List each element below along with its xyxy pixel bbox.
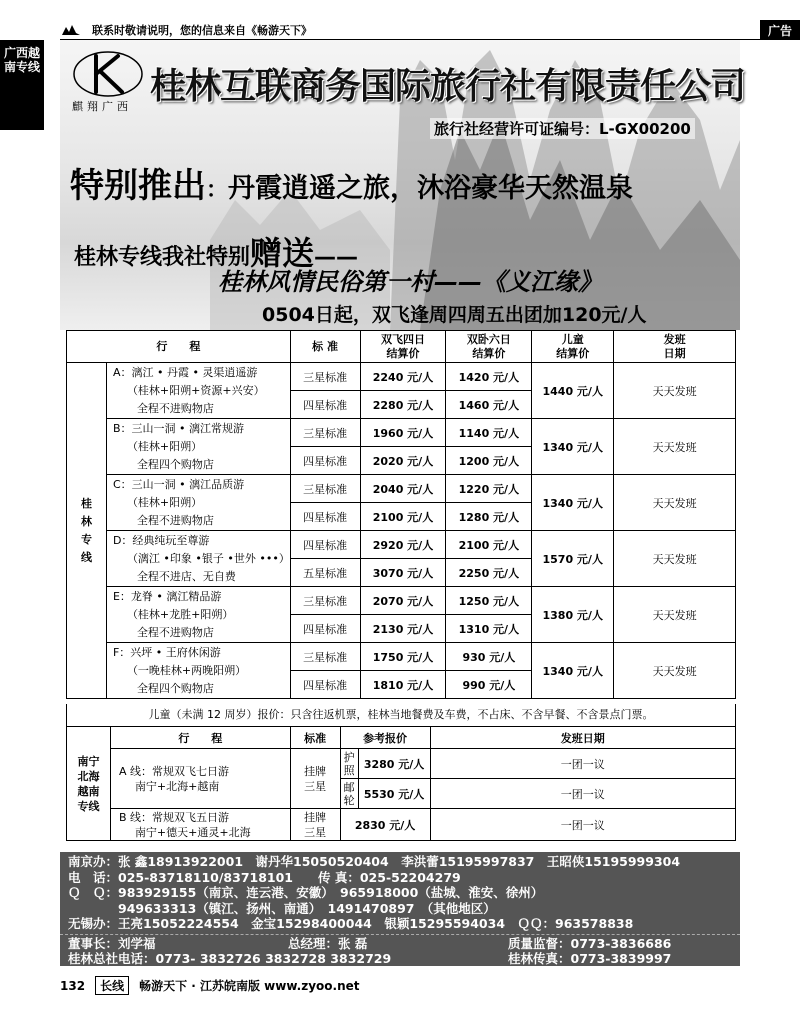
header-depart-date [614, 331, 736, 363]
region-label-nanning: 南宁 北海 越南 专线 [67, 727, 111, 841]
company-logo-icon [68, 46, 148, 101]
price-4day-cell: 2040 元/人 [360, 475, 446, 503]
price-4day-cell: 2100 元/人 [360, 503, 446, 531]
price-6day-cell: 1460 元/人 [446, 391, 532, 419]
price-6day-cell: 1250 元/人 [446, 587, 532, 615]
magazine-logo-icon [60, 23, 82, 37]
gift-prefix: 桂林专线我社特别 [74, 245, 251, 270]
standard-cell: 四星标准 [290, 531, 360, 559]
contact-line: 949633313（镇江、扬州、南通） 1491470897 （其他地区） [68, 900, 496, 916]
header-standard: 标 准 [290, 331, 360, 363]
child-price-cell: 1340 元/人 [532, 419, 614, 475]
route-cell [106, 643, 290, 699]
price-passport: 3280 元/人 [358, 749, 430, 779]
t2-header-date: 发班日期 [430, 727, 735, 749]
route-b-price: 2830 元/人 [340, 809, 430, 841]
route-b-date: 一团一议 [430, 809, 735, 841]
header-child-text: 儿童 结算价 [556, 332, 590, 360]
price-6day-cell: 1420 元/人 [446, 363, 532, 391]
t2-header-route: 行 程 [110, 727, 290, 749]
t2-header-standard: 标准 [290, 727, 340, 749]
header-4day-text: 双飞四日 结算价 [380, 332, 425, 360]
header-6day-price [446, 331, 532, 363]
route-line: （桂林+龙胜+阳朔） [126, 607, 234, 621]
side-category-tab [0, 40, 44, 130]
child-price-cell: 1340 元/人 [532, 643, 614, 699]
standard-cell: 四星标准 [290, 503, 360, 531]
route-b-line1: B 线：常规双飞五日游 [118, 810, 229, 824]
price-6day-cell: 1280 元/人 [446, 503, 532, 531]
route-cell [106, 419, 290, 475]
route-line: A：漓江 • 丹霞 • 灵渠逍遥游 [112, 365, 258, 379]
route-line: （桂林+阳朔） [126, 495, 203, 509]
table-row [67, 475, 736, 503]
route-cell [106, 475, 290, 531]
date-passport: 一团一议 [430, 749, 735, 779]
standard-cell: 三星标准 [290, 363, 360, 391]
standard-cell: 四星标准 [290, 447, 360, 475]
route-line: （漓江 •印象 •银子 •世外 •••） [126, 551, 290, 565]
header-child-price [532, 331, 614, 363]
table-row [67, 643, 736, 671]
village-line: 桂林风情民俗第一村——《义江缘》 [218, 268, 602, 296]
child-price-cell: 1440 元/人 [532, 363, 614, 419]
route-line: 全程四个购物店 [136, 457, 214, 471]
route-a-line2: 南宁+北海+越南 [134, 779, 220, 793]
route-line: （桂林+阳朔+资源+兴安） [126, 383, 265, 397]
standard-cell: 三星标准 [290, 419, 360, 447]
route-line: E：龙脊 • 漓江精品游 [112, 589, 222, 603]
route-cell [106, 363, 290, 419]
price-4day-cell: 2020 元/人 [360, 447, 446, 475]
region-label-guilin: 桂 林 专 线 [67, 363, 107, 699]
standard-cell: 四星标准 [290, 671, 360, 699]
price-4day-cell: 1960 元/人 [360, 419, 446, 447]
depart-surcharge-line: 0504日起，双飞逢周四周五出团加120元/人 [262, 304, 647, 326]
route-a-cell [110, 749, 290, 809]
route-b-standard: 挂牌 三星 [290, 809, 340, 841]
route-line: 全程四个购物店 [136, 681, 214, 695]
gift-word: 赠送 [250, 234, 315, 272]
logo-subtitle: 麒翔广西 [72, 100, 132, 113]
route-line: D：经典纯玩至尊游 [112, 533, 210, 547]
route-line: B：三山一洞 • 漓江常规游 [112, 421, 244, 435]
company-logo [68, 46, 148, 116]
child-price-note: 儿童（未满 12 周岁）报价：只含往返机票，桂林当地餐费及车费，不占床、不含早餐、不含景点门票。 [66, 704, 736, 726]
route-b-line2: 南宁+德天+通灵+北海 [134, 825, 251, 839]
ad-tag: 广告 [760, 20, 800, 40]
special-text: 丹霞逍遥之旅，沐浴豪华天然温泉 [228, 173, 634, 204]
depart-date-cell: 天天发班 [614, 643, 736, 699]
table-row [67, 419, 736, 447]
route-line: 全程不进店、无自费 [136, 569, 236, 583]
guilin-fax: 桂林传真：0773-3839997 [508, 951, 672, 966]
price-6day-cell: 1200 元/人 [446, 447, 532, 475]
route-line: 全程不进购物店 [136, 625, 214, 639]
chairman: 董事长：刘学福 [68, 936, 156, 951]
doc-cruise: 邮轮 [340, 779, 358, 809]
child-price-cell: 1380 元/人 [532, 587, 614, 643]
table-row [67, 531, 736, 559]
route-line: C：三山一洞 • 漓江品质游 [112, 477, 245, 491]
route-line: 全程不进购物店 [136, 401, 214, 415]
route-line: 全程不进购物店 [136, 513, 214, 527]
doc-passport: 护照 [340, 749, 358, 779]
standard-cell: 四星标准 [290, 615, 360, 643]
contact-line: 电 话：025-83718110/83718101 传 真：025-52204279 [68, 869, 461, 885]
route-a-line1: A 线：常规双飞七日游 [118, 764, 229, 778]
special-label: 特别推出 [70, 166, 206, 206]
route-line: （一晚桂林+两晚阳朔） [126, 663, 247, 677]
price-4day-cell: 3070 元/人 [360, 559, 446, 587]
table-row [67, 363, 736, 391]
price-6day-cell: 1310 元/人 [446, 615, 532, 643]
side-tab-line: 南专线 [3, 60, 40, 74]
price-4day-cell: 2240 元/人 [360, 363, 446, 391]
depart-date-cell: 天天发班 [614, 419, 736, 475]
price-6day-cell: 1140 元/人 [446, 419, 532, 447]
nanning-vietnam-table [66, 726, 736, 841]
price-6day-cell: 2100 元/人 [446, 531, 532, 559]
page-number: 132 [60, 978, 86, 993]
header-6day-text: 双卧六日 结算价 [466, 332, 511, 360]
contact-line: 南京办：张 鑫18913922001 谢丹华15050520404 李洪蕾15195997837 王昭侠15195999304 [68, 854, 681, 869]
management-block [60, 934, 740, 966]
contact-line: Ｑ Ｑ：983929155（南京、连云港、安徽） 965918000（盐城、淮安、徐州） [68, 885, 544, 900]
publication-name: 畅游天下 · 江苏皖南版 www.zyoo.net [139, 979, 360, 993]
depart-date-cell: 天天发班 [614, 587, 736, 643]
table-row [67, 587, 736, 615]
route-cell [106, 587, 290, 643]
side-tab-line: 广西越 [3, 46, 40, 60]
section-label: 长线 [95, 976, 129, 995]
standard-cell: 五星标准 [290, 559, 360, 587]
price-4day-cell: 2070 元/人 [360, 587, 446, 615]
standard-cell: 三星标准 [290, 587, 360, 615]
header-4day-price [360, 331, 446, 363]
special-promo: 特别推出：丹霞逍遥之旅，沐浴豪华天然温泉 [70, 166, 634, 206]
guilin-price-table [66, 330, 736, 699]
route-b-cell [110, 809, 290, 841]
price-6day-cell: 930 元/人 [446, 643, 532, 671]
date-cruise: 一团一议 [430, 779, 735, 809]
gift-dash: —— [314, 245, 359, 270]
child-price-cell: 1570 元/人 [532, 531, 614, 587]
top-notice-bar [60, 20, 800, 40]
standard-cell: 四星标准 [290, 391, 360, 419]
header-date-text: 发班 日期 [663, 332, 686, 360]
price-6day-cell: 1220 元/人 [446, 475, 532, 503]
quality-supervision: 质量监督：0773-3836686 [508, 936, 672, 951]
child-price-cell: 1340 元/人 [532, 475, 614, 531]
license-number: 旅行社经营许可证编号：L-GX00200 [430, 118, 695, 139]
price-6day-cell: 2250 元/人 [446, 559, 532, 587]
depart-date-cell: 天天发班 [614, 475, 736, 531]
standard-cell: 三星标准 [290, 475, 360, 503]
general-manager: 总经理：张 磊 [288, 936, 368, 951]
hq-phone: 桂林总社电话：0773- 3832726 3832728 3832729 [68, 951, 392, 966]
price-4day-cell: 2280 元/人 [360, 391, 446, 419]
notice-text: 联系时敬请说明，您的信息来自《畅游天下》 [92, 23, 312, 37]
header-route: 行 程 [67, 331, 291, 363]
price-4day-cell: 2130 元/人 [360, 615, 446, 643]
standard-cell: 三星标准 [290, 643, 360, 671]
price-cruise: 5530 元/人 [358, 779, 430, 809]
company-name: 桂林互联商务国际旅行社有限责任公司 [150, 66, 746, 107]
route-a-standard: 挂牌 三星 [290, 749, 340, 809]
t2-header-price: 参考报价 [340, 727, 430, 749]
route-line: F：兴坪 • 王府休闲游 [112, 645, 221, 659]
price-4day-cell: 1810 元/人 [360, 671, 446, 699]
price-4day-cell: 2920 元/人 [360, 531, 446, 559]
route-cell [106, 531, 290, 587]
contact-line: 无锡办：王亮15052224554 金宝15298400044 银颖15295594034 ＱＱ：963578838 [68, 916, 634, 931]
depart-date-cell: 天天发班 [614, 363, 736, 419]
page-footer [60, 976, 360, 995]
price-6day-cell: 990 元/人 [446, 671, 532, 699]
depart-date-cell: 天天发班 [614, 531, 736, 587]
route-line: （桂林+阳朔） [126, 439, 203, 453]
price-4day-cell: 1750 元/人 [360, 643, 446, 671]
